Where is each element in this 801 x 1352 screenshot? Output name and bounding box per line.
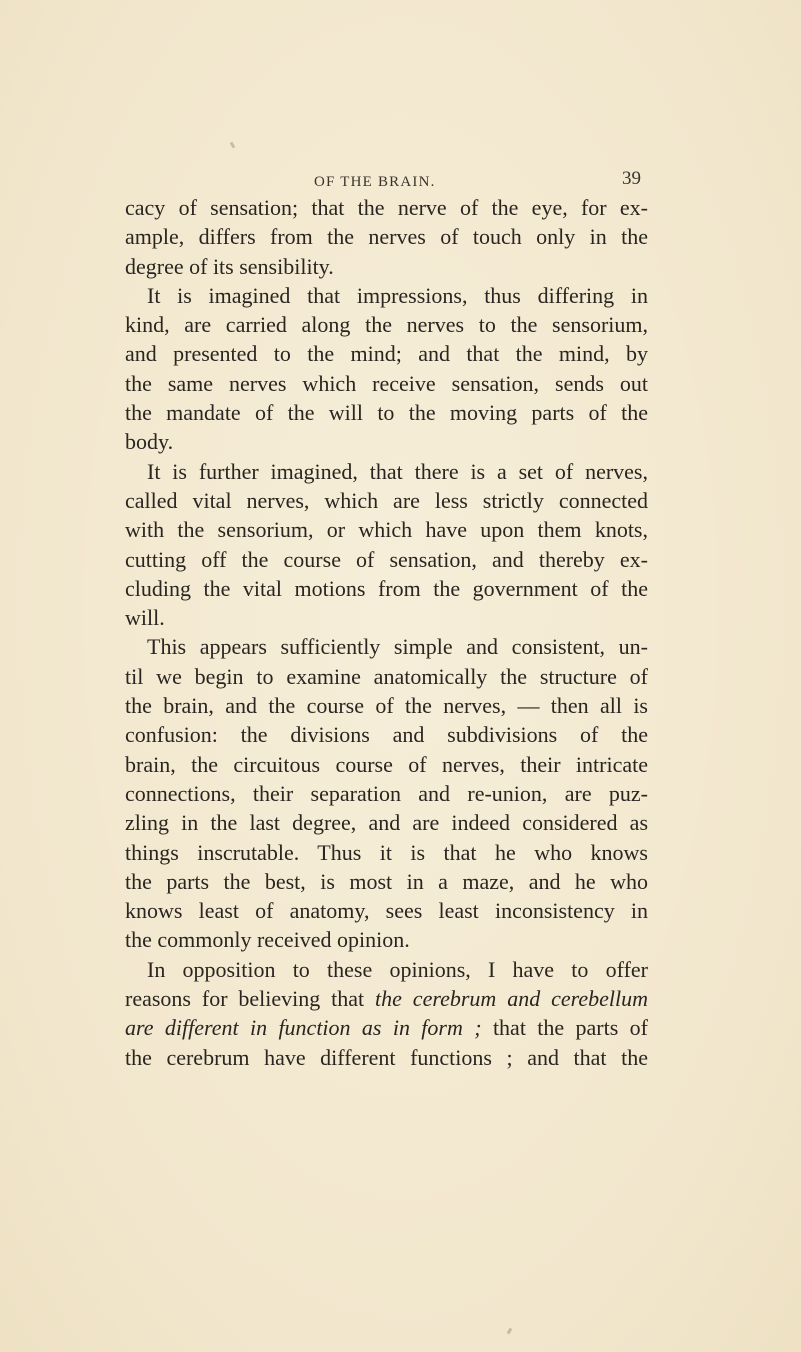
text-line: cacy of sensation; that the nerve of the eye, for ex- [125,195,648,220]
text-line: It is imagined that impressions, thus differing in [147,282,648,308]
text-line: cutting off the course of sensation, and thereby ex- [125,546,648,572]
text-line [125,1013,648,1042]
text-line: zling in the last degree, and are indeed considered as [125,810,648,836]
text-line: the same nerves which receive sensation, sends out [125,370,648,396]
text-line: the commonly received opinion. [125,927,410,953]
text-line: things inscrutable. Thus it is that he who knows [125,839,648,865]
text-span: that the parts of [481,1015,648,1041]
text-line: the cerebrum have different functions ; and that the [125,1044,648,1070]
text-line: called vital nerves, which are less strictly connected [125,487,648,513]
text-line: and presented to the mind; and that the mind, by [125,341,648,367]
page-number: 39 [622,168,641,189]
text-line: the parts the best, is most in a maze, and he who [125,868,648,894]
ink-speck [507,1328,513,1335]
ink-speck [230,142,236,149]
text-line [125,984,648,1013]
text-span: reasons for believing that [125,986,365,1012]
running-head: OF THE BRAIN. [314,174,436,190]
text-line: It is further imagined, that there is a set of nerves, [147,458,648,484]
text-line: knows least of anatomy, sees least inconsistency in [125,898,648,924]
text-line: til we begin to examine anatomically the structure of [125,663,648,689]
text-line: connections, their separation and re-union, are puz- [125,780,648,806]
text-line: brain, the circuitous course of nerves, their intricate [125,751,648,777]
text-line: will. [125,605,165,631]
text-line: with the sensorium, or which have upon them knots, [125,517,648,543]
italic-span: are different in function as in form ; [125,1015,482,1041]
text-line: the mandate of the will to the moving parts of the [125,400,648,426]
text-line: body. [125,429,174,455]
text-line: degree of its sensibility. [125,253,334,279]
text-line: confusion: the divisions and subdivisions of the [125,722,648,748]
italic-span: the cerebrum and cerebellum [375,986,648,1012]
text-line: kind, are carried along the nerves to the sensorium, [125,312,648,338]
body-text [125,193,648,1072]
text-line: cluding the vital motions from the government of the [125,575,648,601]
text-line: This appears sufficiently simple and consistent, un- [147,634,648,660]
text-line: ample, differs from the nerves of touch only in the [125,224,648,250]
text-line: the brain, and the course of the nerves, — then all is [125,693,648,719]
text-line: In opposition to these opinions, I have to offer [147,956,648,982]
